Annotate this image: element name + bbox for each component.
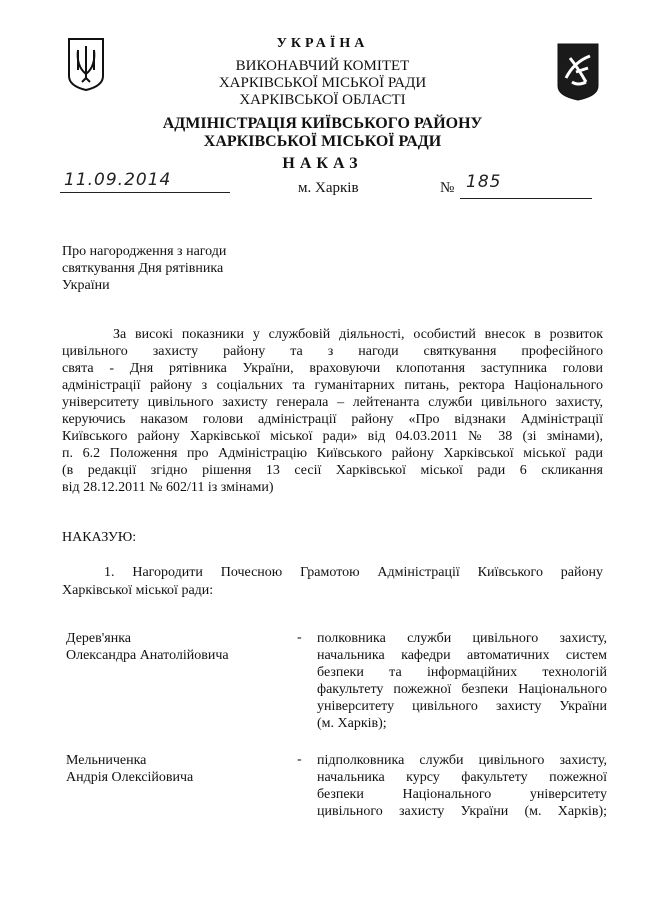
preamble-line-7: Київського району Харківської міської ради» від 04.03.2011 № 38 (зі змінами), <box>62 429 603 444</box>
header-org-line-3: ХАРКІВСЬКОЇ ОБЛАСТІ <box>239 92 406 108</box>
preamble-line-9: (в редакції згідно рішення 13 сесії Харківської міської ради 6 скликання <box>62 463 603 478</box>
preamble-line-1: За високі показники у службовій діяльності, особистий внесок в розвиток <box>113 327 603 342</box>
subject-line-2: святкування Дня рятівника <box>62 261 224 276</box>
date-field <box>60 170 230 193</box>
awardee-1-name-line-1: Дерев'янка <box>66 631 132 646</box>
header-admin-line-1: АДМІНІСТРАЦІЯ КИЇВСЬКОГО РАЙОНУ <box>162 115 483 132</box>
preamble-line-8: п. 6.2 Положення про Адміністрацію Київського району Харківської міської ради <box>62 446 603 461</box>
item1-line-2: Харківської міської ради: <box>62 583 214 598</box>
awardee-2-desc-line-3: безпеки Національного університету <box>317 787 607 802</box>
awardee-1-dash: - <box>297 630 302 645</box>
awardee-2-dash: - <box>297 752 302 767</box>
header-admin-line-2: ХАРКІВСЬКОЇ МІСЬКОЇ РАДИ <box>203 133 442 150</box>
awardee-1-desc-line-4: факультету пожежної безпеки Національного <box>317 682 607 697</box>
awardee-2-desc-line-4: цивільного захисту України (м. Харків); <box>317 804 607 819</box>
city: м. Харків <box>298 180 359 196</box>
preamble-line-10: від 28.12.2011 № 602/11 із змінами) <box>62 480 274 495</box>
date-value: 11.09.2014 <box>64 170 172 190</box>
awardee-1-desc-line-2: начальника кафедри автоматичних систем <box>317 648 607 663</box>
awardee-2-name-line-1: Мельниченка <box>66 753 147 768</box>
awardee-1-desc-line-6: (м. Харків); <box>317 716 387 731</box>
preamble-line-2: цивільного захисту району та з нагоди святкування професійного <box>62 344 603 359</box>
header-country: УКРАЇНА <box>276 36 369 51</box>
awardee-1-desc-line-1: полковника служби цивільного захисту, <box>317 631 607 646</box>
preamble-line-6: керуючись наказом голови адміністрації району «Про відзнаки Адміністрації <box>62 412 603 427</box>
number-label: № <box>440 180 455 196</box>
number-field <box>460 172 592 199</box>
preamble-line-4: адміністрації району з соціальних та гуманітарних питань, ректора Національного <box>62 378 603 393</box>
doc-type: НАКАЗ <box>282 155 363 172</box>
number-value: 185 <box>466 172 502 192</box>
order-word: НАКАЗУЮ: <box>62 530 137 545</box>
awardee-2-desc-line-1: підполковника служби цивільного захисту, <box>317 753 607 768</box>
awardee-1-name-line-2: Олександра Анатолійовича <box>66 648 229 663</box>
awardee-2-name-line-2: Андрія Олексійовича <box>66 770 194 785</box>
item1-line-1: 1. Нагородити Почесною Грамотою Адміністрації Київського району <box>104 565 603 580</box>
header-org-line-1: ВИКОНАВЧИЙ КОМІТЕТ <box>235 58 410 74</box>
awardee-1-desc-line-3: безпеки та інформаційних технологій <box>317 665 607 680</box>
subject-line-1: Про нагородження з нагоди <box>62 244 227 259</box>
header-org-line-2: ХАРКІВСЬКОЇ МІСЬКОЇ РАДИ <box>218 75 427 91</box>
subject-line-3: України <box>62 278 110 293</box>
awardee-1-desc-line-5: університету цивільного захисту України <box>317 699 607 714</box>
preamble-line-5: університету цивільного захисту генерала – лейтенанта служби цивільного захисту, <box>62 395 603 410</box>
preamble-line-3: свята - Дня рятівника України, враховуючи клопотання заступника голови <box>62 361 603 376</box>
awardee-2-desc-line-2: начальника курсу факультету пожежної <box>317 770 607 785</box>
